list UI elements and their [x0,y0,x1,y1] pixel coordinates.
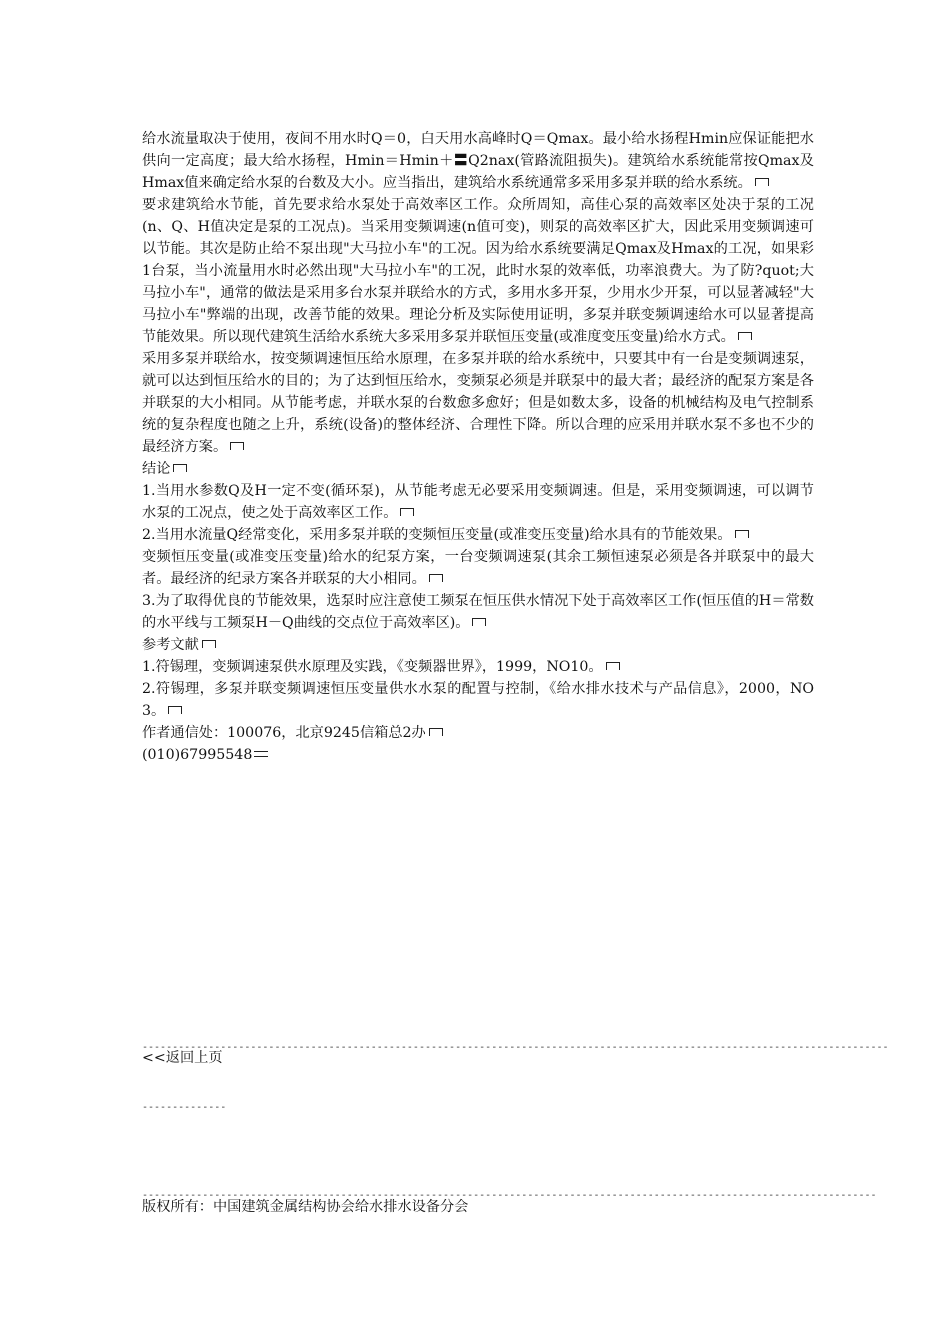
section-heading-references: 参考文献 [142,634,814,656]
paragraph-mark-icon [429,728,443,736]
divider-top: ---------------------------------------------------------------------------------------------------------------------------- -------------- [142,998,814,1138]
paragraph-parallel-pumps: 采用多泵并联给水，按变频调速恒压给水原理，在多泵并联的给水系统中，只要其中有一台是变频调速泵，就可以达到恒压给水的目的；为了达到恒压给水，变频泵必须是并联泵中的最大者；最经济的配泵方案是各并联泵的大小相同。从节能考虑，并联水泵的台数愈多愈好；但是如数太多，设备的机械结构及电气控制系统的复杂程度也随之上升，系统(设备)的整体经济、合理性下降。所以合理的应采用并联水泵不多也不少的最经济方案。 [142,351,814,455]
divider-bottom: -------------------------------------------------------------------------------------------------------------------------- [142,1190,877,1201]
conclusion-item-1: 1.当用水参数Q及H一定不变(循环泵)，从节能考虑无必要采用变频调速。但是，采用变频调速，可以调节水泵的工况点，使之处于高效率区工作。 [142,483,814,521]
paragraph-mark-icon [400,508,414,516]
author-phone: (010)67995548 [142,744,814,766]
copyright-footer: 版权所有：中国建筑金属结构协会给水排水设备分会 [142,1199,469,1215]
paragraph-mark-icon [606,662,620,670]
reference-item-2: 2.符锡理，多泵并联变频调速恒压变量供水水泵的配置与控制，《给水排水技术与产品信息》，2000，NO3。 [142,681,814,719]
paragraph-mark-icon [429,574,443,582]
paragraph-intro: 给水流量取决于使用，夜间不用水时Q＝0，白天用水高峰时Q＝Qmax。最小给水扬程Hmin应保证能把水供向一定高度；最大给水扬程，Hmin＝Hmin＋〓Q2nax(管路流阻损失)。建筑给水系统能常按Qmax及Hmax值来确定给水泵的台数及大小。应当指出，建筑给水系统通常多采用多泵并联的给水系统。 [142,131,814,191]
reference-item-1: 1.符锡理，变频调速泵供水原理及实践，《变频器世界》，1999，NO10。 [142,656,814,678]
paragraph-mark-icon [738,332,752,340]
article-body [142,128,814,766]
paragraph-mark-icon [472,618,486,626]
paragraph-mark-icon [755,178,769,186]
paragraph-energy-saving: 要求建筑给水节能，首先要求给水泵处于高效率区工作。众所周知，高佳心泵的高效率区处决于泵的工况(n、Q、H值决定是泵的工况点)。当采用变频调速(n值可变)，则泵的高效率区扩大，因此采用变频调速可以节能。其次是防止给不泵出现"大马拉小车"的工况。因为给水系统要满足Qmax及Hmax的工况，如果彩1台泵，当小流量用水时必然出现"大马拉小车"的工况，此时水泵的效率低，功率浪费大。为了防?quot;大马拉小车"，通常的做法是采用多台水泵并联给水的方式，多用水多开泵，少用水少开泵，可以显著减轻"大马拉小车"弊端的出现，改善节能的效果。理论分析及实际使用证明，多泵并联变频调速给水可以显著提高节能效果。所以现代建筑生活给水系统大多采用多泵并联恒压变量(或准度变压变量)给水方式。 [142,197,814,345]
back-to-previous-page-link[interactable]: <<返回上页 [142,1050,223,1066]
divider-top-tail: -------------- [142,1102,227,1113]
end-mark-icon [254,751,268,757]
conclusion-item-3: 3.为了取得优良的节能效果，选泵时应注意使工频泵在恒压供水情况下处于高效率区工作(恒压值的H＝常数的水平线与工频泵H－Q曲线的交点位于高效率区)。 [142,593,814,631]
paragraph-mark-icon [168,706,182,714]
author-address: 作者通信处：100076，北京9245信箱总2办 [142,722,814,744]
paragraph-mark-icon [202,640,216,648]
paragraph-mark-icon [173,464,187,472]
paragraph-mark-icon [735,530,749,538]
conclusion-item-2-detail: 变频恒压变量(或准变压变量)给水的纪泵方案，一台变频调速泵(其余工频恒速泵必须是各并联泵中的最大者。最经济的纪录方案各并联泵的大小相同。 [142,549,814,587]
paragraph-mark-icon [230,442,244,450]
conclusion-item-2: 2.当用水流量Q经常变化，采用多泵并联的变频恒压变量(或准变压变量)给水具有的节能效果。 [142,524,814,546]
section-heading-conclusion: 结论 [142,458,814,480]
